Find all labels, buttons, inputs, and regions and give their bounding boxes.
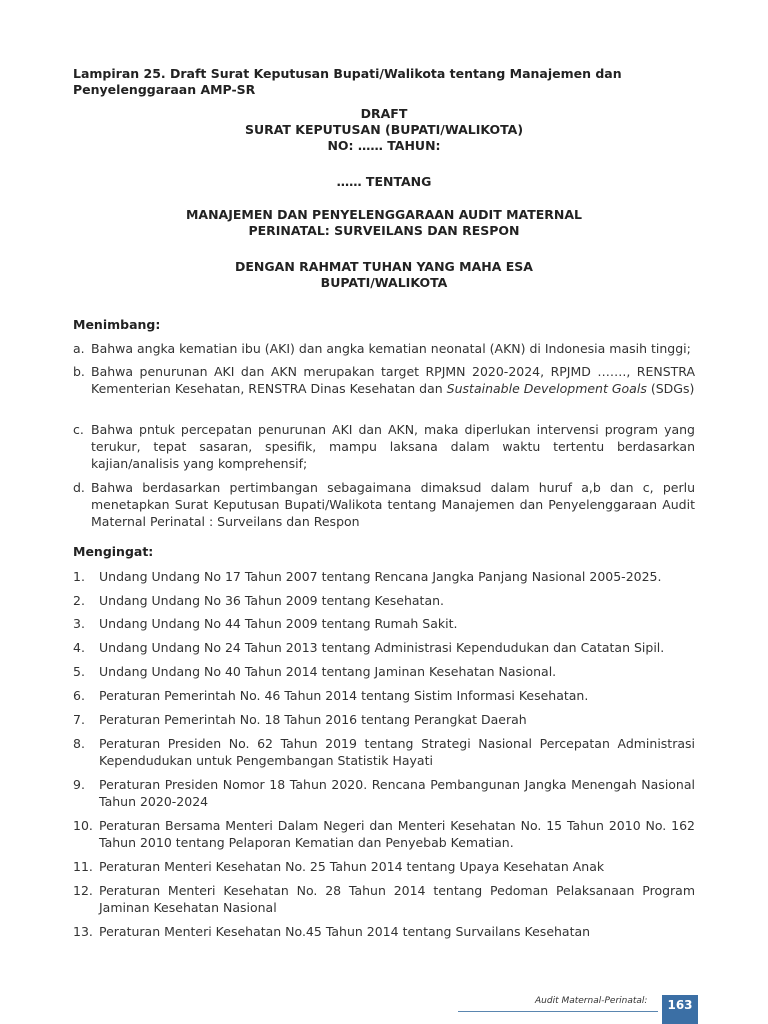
menimbang-item [73, 363, 695, 397]
menimbang-item [73, 340, 695, 357]
item-text: Bahwa berdasarkan pertimbangan sebagaimana dimaksud dalam huruf a,b dan c, perlu menetapkan Surat Keputusan Bupati/Walikota tentang Manajemen dan Penyelenggaraan Audit Maternal Perinatal : Surveilans dan Respon [91, 480, 695, 529]
lampiran-title: Lampiran 25. Draft Surat Keputusan Bupati/Walikota tentang Manajemen dan Penyelenggaraan AMP-SR [73, 66, 622, 97]
item-text: Peraturan Menteri Kesehatan No. 28 Tahun 2014 tentang Pedoman Pelaksanaan Program Jaminan Kesehatan Nasional [99, 883, 695, 915]
rahmat-block [73, 259, 695, 291]
item-text: Undang Undang No 44 Tahun 2009 tentang Rumah Sakit. [99, 616, 458, 631]
mengingat-item [73, 687, 695, 704]
item-text: Undang Undang No 40 Tahun 2014 tentang Jaminan Kesehatan Nasional. [99, 664, 557, 679]
mengingat-item [73, 663, 695, 680]
item-number: 5. [73, 664, 85, 679]
mengingat-item [73, 858, 695, 875]
subject-line-2: PERINATAL: SURVEILANS DAN RESPON [248, 223, 520, 238]
item-text: Peraturan Presiden No. 62 Tahun 2019 tentang Strategi Nasional Percepatan Administrasi Kependudukan untuk Pengembangan Statistik Hayati [99, 736, 695, 768]
item-text: Undang Undang No 24 Tahun 2013 tentang Administrasi Kependudukan dan Catatan Sipil. [99, 640, 665, 655]
subject-block [73, 207, 695, 239]
item-text: Peraturan Pemerintah No. 18 Tahun 2016 tentang Perangkat Daerah [99, 712, 527, 727]
mengingat-item [73, 776, 695, 810]
mengingat-item [73, 923, 695, 940]
subject-line-1: MANAJEMEN DAN PENYELENGGARAAN AUDIT MATERNAL [185, 207, 583, 222]
menimbang-item [73, 479, 695, 530]
item-text: Bahwa angka kematian ibu (AKI) dan angka kematian neonatal (AKN) di Indonesia masih tinggi; [91, 341, 691, 356]
item-text: Undang Undang No 17 Tahun 2007 tentang Rencana Jangka Panjang Nasional 2005-2025. [99, 569, 662, 584]
item-number: 4. [73, 640, 85, 655]
item-number: 9. [73, 777, 85, 792]
menimbang-item [73, 421, 695, 472]
item-number: 12. [73, 883, 93, 898]
item-text: Peraturan Menteri Kesehatan No. 25 Tahun 2014 tentang Upaya Kesehatan Anak [99, 859, 605, 874]
mengingat-item [73, 639, 695, 656]
item-text: Peraturan Menteri Kesehatan No.45 Tahun 2014 tentang Survailans Kesehatan [99, 924, 591, 939]
running-footer-title: Audit Maternal-Perinatal: [535, 996, 648, 1006]
item-label: b. [73, 364, 85, 379]
item-text: Bahwa pntuk percepatan penurunan AKI dan AKN, maka diperlukan intervensi program yang terukur, tepat sasaran, spesifik, mampu laksana dalam waktu tertentu berdasarkan kajian/analisis yang komprehensif; [91, 422, 695, 471]
mengingat-item [73, 615, 695, 632]
page-number-badge: 163 [662, 995, 698, 1024]
item-text: Peraturan Bersama Menteri Dalam Negeri dan Menteri Kesehatan No. 15 Tahun 2010 No. 162 Tahun 2010 tentang Pelaporan Kematian dan Penyebab Kematian. [99, 818, 695, 850]
draft-label: DRAFT [360, 106, 408, 121]
decree-title: SURAT KEPUTUSAN (BUPATI/WALIKOTA) [244, 122, 524, 137]
item-label: d. [73, 480, 85, 495]
item-text: Peraturan Pemerintah No. 46 Tahun 2014 tentang Sistim Informasi Kesehatan. [99, 688, 589, 703]
menimbang-heading: Menimbang: [73, 317, 161, 332]
decree-number: NO: …… TAHUN: [327, 138, 441, 153]
mengingat-heading: Mengingat: [73, 544, 154, 559]
item-number: 8. [73, 736, 85, 751]
item-number: 1. [73, 569, 85, 584]
tentang-line: …… TENTANG [336, 174, 432, 189]
rahmat-line-1: DENGAN RAHMAT TUHAN YANG MAHA ESA [235, 259, 533, 274]
mengingat-item [73, 735, 695, 769]
mengingat-item [73, 568, 695, 585]
item-text: Bahwa penurunan AKI dan AKN merupakan target RPJMN 2020-2024, RPJMD ……., RENSTRA Kementerian Kesehatan, RENSTRA Dinas Kesehatan dan Sustainable Development Goals (SDGs) [91, 364, 695, 396]
mengingat-item [73, 592, 695, 609]
item-number: 11. [73, 859, 93, 874]
item-label: c. [73, 422, 84, 437]
item-text: Peraturan Presiden Nomor 18 Tahun 2020. Rencana Pembangunan Jangka Menengah Nasional Tahun 2020-2024 [99, 777, 695, 809]
rahmat-line-2: BUPATI/WALIKOTA [320, 275, 448, 290]
mengingat-item [73, 711, 695, 728]
italic-term: Sustainable Development Goals [446, 381, 647, 396]
item-number: 3. [73, 616, 85, 631]
footer-divider [458, 1011, 658, 1012]
mengingat-item [73, 817, 695, 851]
mengingat-item [73, 882, 695, 916]
item-number: 6. [73, 688, 85, 703]
item-number: 13. [73, 924, 93, 939]
item-number: 2. [73, 593, 85, 608]
item-number: 7. [73, 712, 85, 727]
item-label: a. [73, 341, 85, 356]
item-number: 10. [73, 818, 93, 833]
item-text: Undang Undang No 36 Tahun 2009 tentang Kesehatan. [99, 593, 445, 608]
draft-title-block [73, 106, 695, 154]
